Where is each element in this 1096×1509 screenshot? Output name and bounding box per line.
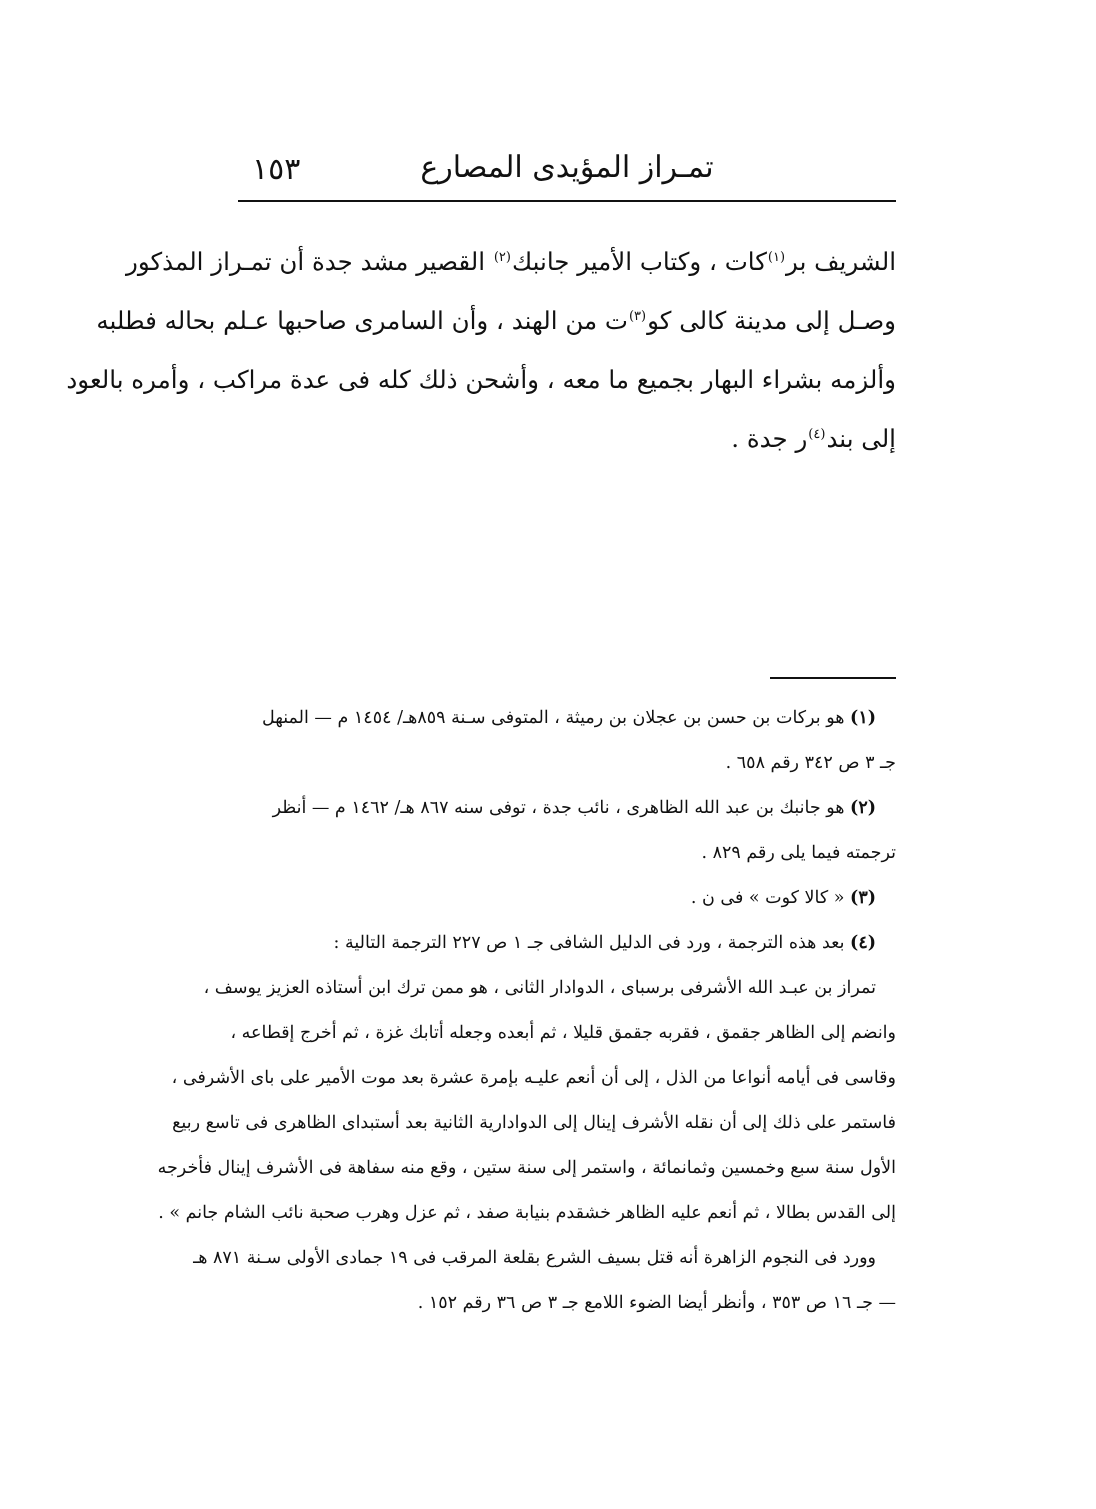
footnote-line bbox=[230, 1011, 896, 1056]
footnote-text: وانضم إلى الظاهر جقمق ، فقربه جقمق قليلا ، ثم أبعده وجعله أتابك غزة ، ثم أخرج إقطاعه ، bbox=[230, 1023, 896, 1043]
footnote-text: — جـ ١٦ ص ٣٥٣ ، وأنظر أيضا الضوء اللامع جـ ٣ ص ٣٦ رقم ١٥٢ . bbox=[417, 1293, 896, 1313]
running-head bbox=[238, 150, 896, 200]
footnote-line bbox=[238, 921, 896, 966]
body-text-segment: ر جدة . bbox=[731, 424, 808, 453]
page-number: ١٥٣ bbox=[252, 152, 301, 187]
footnote-text: وورد فى النجوم الزاهرة أنه قتل بسيف الشرع بقلعة المرقب فى ١٩ جمادى الأولى سـنة ٨٧١ هـ bbox=[193, 1248, 876, 1268]
footnotes bbox=[157, 696, 896, 1326]
footnote-label: (٣) bbox=[850, 888, 876, 908]
body-text-segment: وصـل إلى مدينة كالى كو bbox=[647, 306, 896, 335]
footnote-label: (٢) bbox=[850, 798, 876, 818]
footnote-text: هو بركات بن حسن بن عجلان بن رميثة ، المتوفى سـنة ٨٥٩هـ/ ١٤٥٤ م — المنهل bbox=[261, 708, 851, 728]
footnote-divider bbox=[770, 677, 896, 679]
footnote-line bbox=[238, 741, 896, 786]
footnote-text: وقاسى فى أيامه أنواعا من الذل ، إلى أن أنعم عليـه بإمرة عشرة بعد موت الأمير على باى الأشرفى ، bbox=[171, 1068, 896, 1088]
footnote-text: إلى القدس بطالا ، ثم أنعم عليه الظاهر خشقدم بنيابة صفد ، ثم عزل وهرب صحبة نائب الشام جانم » . bbox=[158, 1203, 896, 1223]
footnote-line bbox=[158, 1191, 896, 1236]
footnote-label: (٤) bbox=[850, 933, 876, 953]
body-line bbox=[96, 291, 896, 350]
footnote-line bbox=[238, 786, 896, 831]
footnote-text: فاستمر على ذلك إلى أن نقله الأشرف إينال إلى الدوادارية الثانية بعد أستبداى الظاهرى فى تاسع ربيع bbox=[172, 1113, 896, 1133]
footnote-text: تمراز بن عبـد الله الأشرفى برسباى ، الدوادار الثانى ، هو ممن ترك ابن أستاذه العزيز يوسف ، bbox=[203, 978, 876, 998]
footnote-line bbox=[238, 831, 896, 876]
footnote-line bbox=[171, 1056, 896, 1101]
footnote-marker[interactable]: (٢) bbox=[493, 249, 511, 265]
footnote-text: هو جانبك بن عبد الله الظاهرى ، نائب جدة ، توفى سنه ٨٦٧ هـ/ ١٤٦٢ م — أنظر bbox=[272, 798, 851, 818]
body-line bbox=[66, 350, 896, 409]
body-text-segment: وألزمه بشراء البهار بجميع ما معه ، وأشحن ذلك كله فى عدة مراكب ، وأمره بالعود bbox=[66, 365, 896, 394]
footnote-text: جـ ٣ ص ٣٤٢ رقم ٦٥٨ . bbox=[725, 753, 896, 773]
footnote-text: ترجمته فيما يلى رقم ٨٢٩ . bbox=[701, 843, 896, 863]
footnote-line bbox=[238, 1281, 896, 1326]
body-text-segment: كات ، وكتاب الأمير جانبك bbox=[511, 247, 767, 276]
footnote-line bbox=[238, 696, 896, 741]
header-divider bbox=[238, 200, 896, 202]
footnote-marker[interactable]: (٤) bbox=[808, 426, 826, 442]
footnote-line bbox=[172, 1101, 896, 1146]
footnote-text: بعد هذه الترجمة ، ورد فى الدليل الشافى جـ ١ ص ٢٢٧ الترجمة التالية : bbox=[333, 933, 851, 953]
footnote-marker[interactable]: (٣) bbox=[628, 308, 647, 324]
main-text bbox=[66, 232, 896, 468]
footnote-label: (١) bbox=[850, 708, 876, 728]
footnote-line bbox=[238, 876, 896, 921]
footnote-text: « كالا كوت » فى ن . bbox=[690, 888, 851, 908]
body-text-segment: الشريف بر bbox=[786, 247, 896, 276]
body-line bbox=[236, 409, 896, 468]
body-text-segment: القصير مشد جدة أن تمـراز المذكور bbox=[126, 247, 493, 276]
page-header-title: تمـراز المؤيدى المصارع bbox=[420, 150, 714, 185]
body-line bbox=[126, 232, 896, 291]
footnote-text: الأول سنة سبع وخمسين وثمانمائة ، واستمر إلى سنة ستين ، وقع منه سفاهة فى الأشرف إينال فأخرجه bbox=[157, 1158, 896, 1178]
footnote-line bbox=[203, 966, 896, 1011]
body-text-segment: ت من الهند ، وأن السامرى صاحبها عـلم بحاله فطلبه bbox=[96, 306, 628, 335]
footnote-line bbox=[157, 1146, 896, 1191]
footnote-line bbox=[193, 1236, 896, 1281]
footnote-marker[interactable]: (١) bbox=[767, 249, 786, 265]
body-text-segment: إلى بند bbox=[826, 424, 896, 453]
